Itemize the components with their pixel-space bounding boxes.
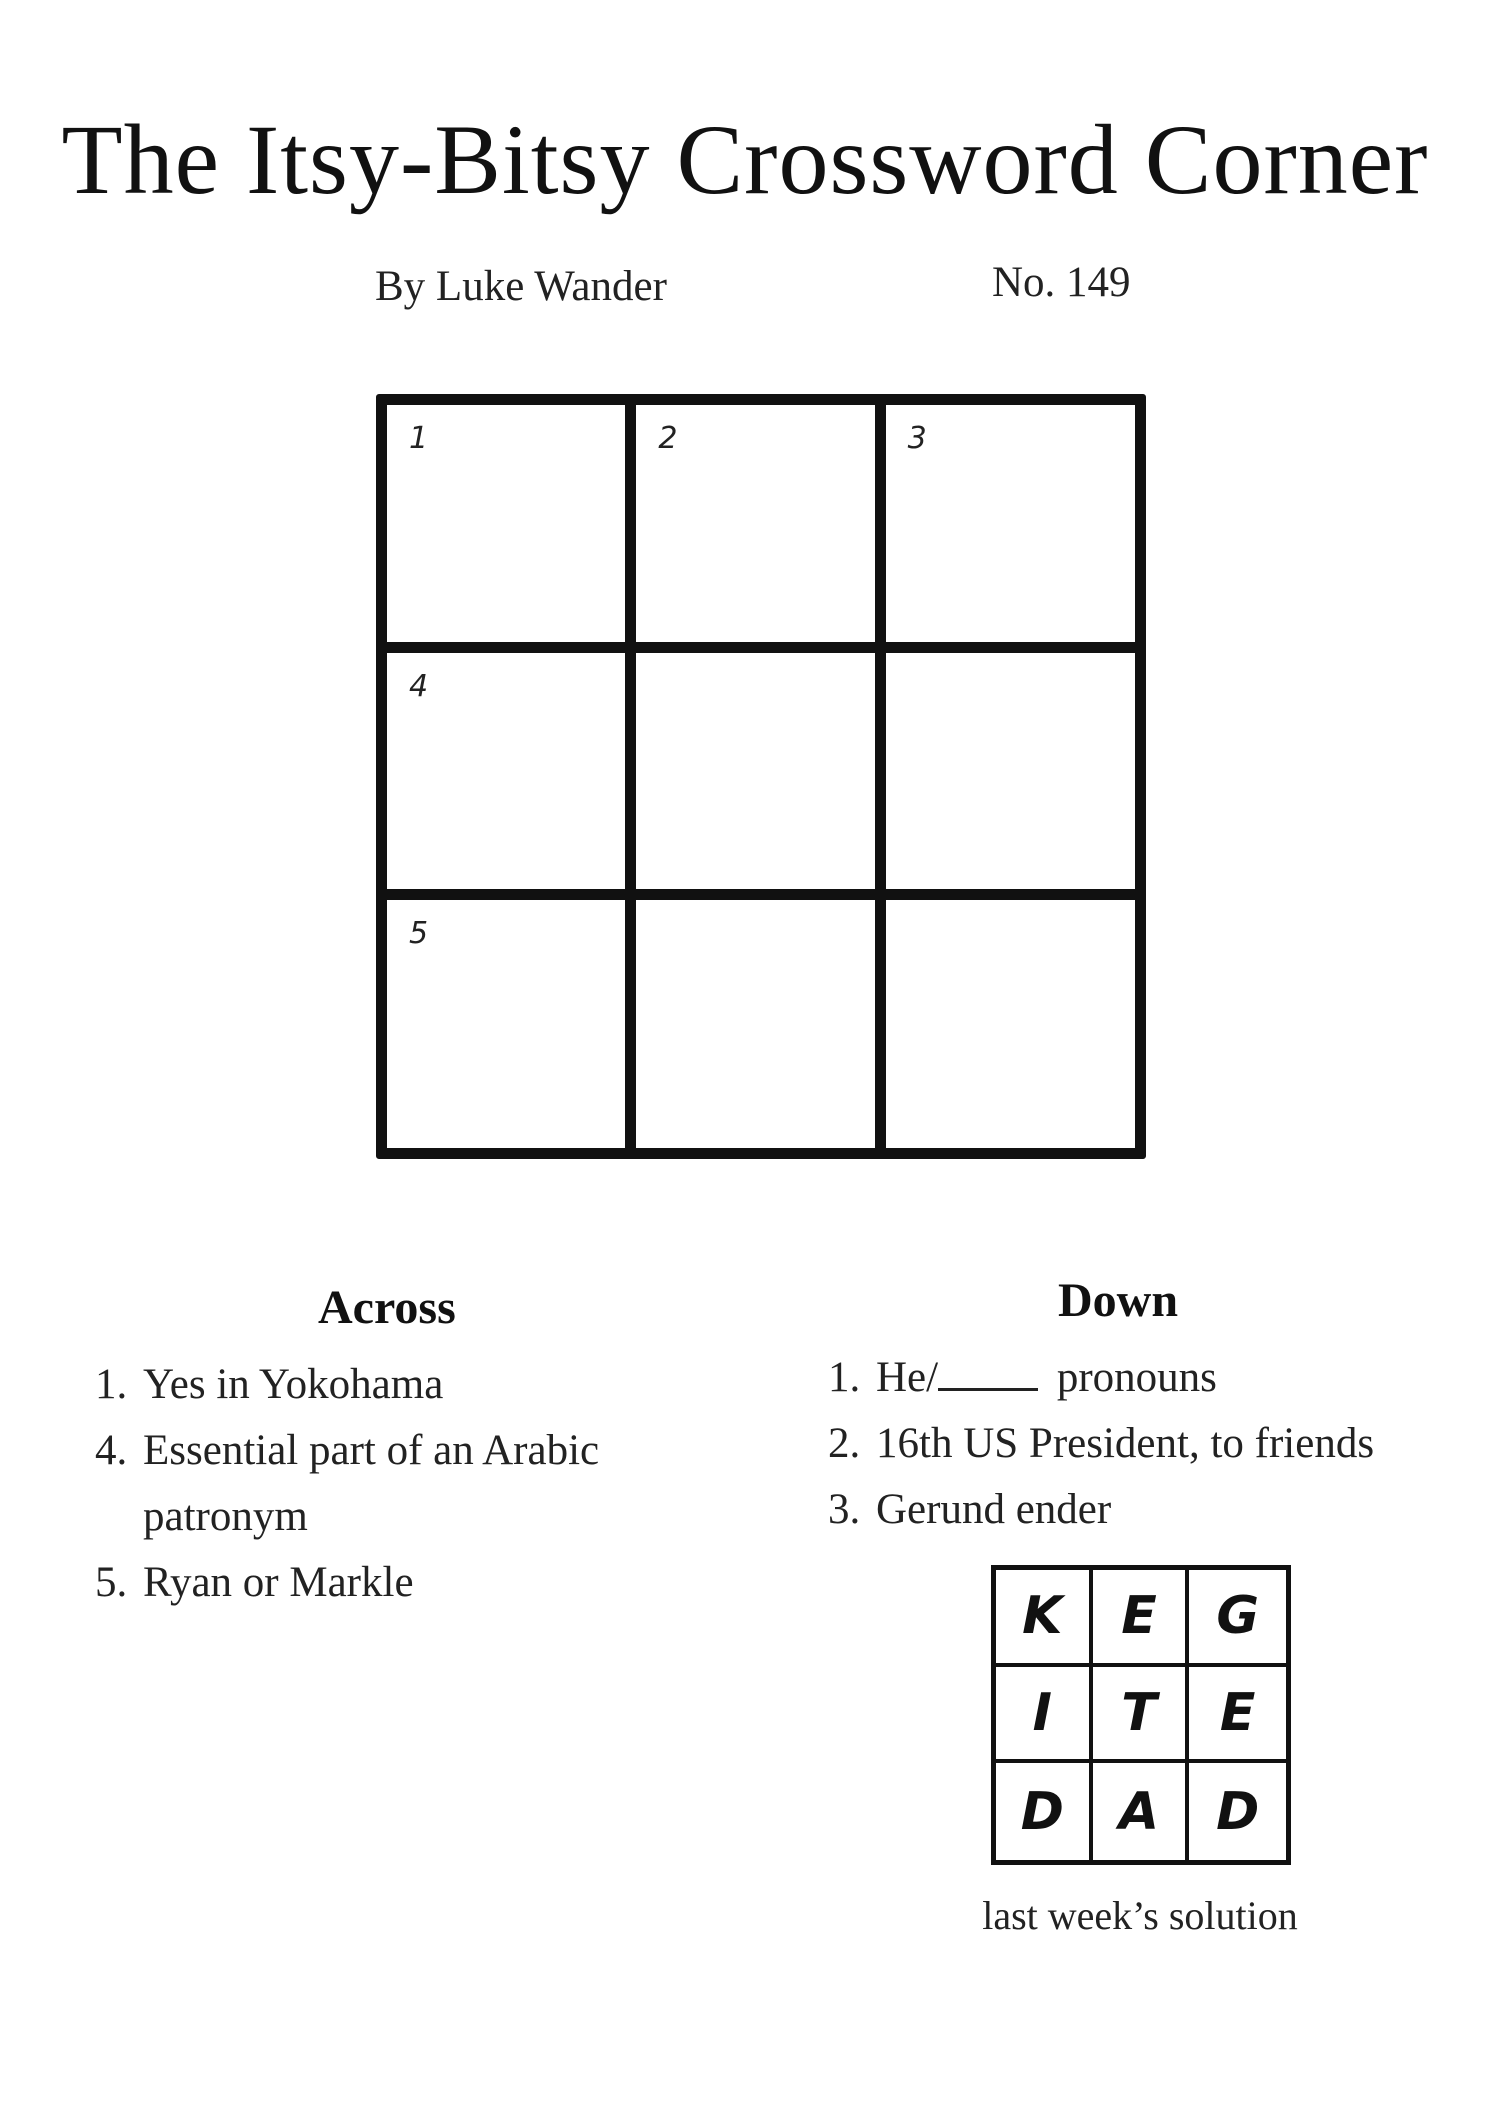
- clue-text-before: He/: [876, 1354, 939, 1401]
- solution-cell: T: [1093, 1667, 1190, 1764]
- clue-text: 16th US President, to friends: [876, 1420, 1375, 1467]
- page-title: The Itsy-Bitsy Crossword Corner: [61, 104, 1429, 215]
- answer-blank: [938, 1354, 1038, 1391]
- solution-grid: [991, 1565, 1291, 1865]
- clue-text-after: pronouns: [1046, 1354, 1217, 1401]
- down-clue: [828, 1345, 1468, 1411]
- author-byline: By Luke Wander: [375, 263, 667, 310]
- clue-index: 5.: [95, 1559, 128, 1606]
- solution-cell: E: [1093, 1570, 1190, 1667]
- grid-cell[interactable]: [636, 900, 885, 1148]
- clue-index: 1.: [828, 1354, 861, 1401]
- clue-number: 4: [409, 668, 429, 704]
- across-heading: Across: [318, 1281, 456, 1334]
- clue-index: 3.: [828, 1486, 861, 1533]
- down-clue: [828, 1411, 1468, 1477]
- solution-cell: G: [1189, 1570, 1286, 1667]
- clue-index: 1.: [95, 1361, 128, 1408]
- clue-text: Gerund ender: [876, 1486, 1112, 1533]
- solution-caption: last week’s solution: [982, 1893, 1298, 1938]
- clue-number: 1: [409, 421, 429, 456]
- clue-index: 2.: [828, 1420, 861, 1467]
- across-clue: [95, 1550, 695, 1616]
- across-clue: [95, 1352, 695, 1418]
- solution-cell: E: [1189, 1667, 1286, 1764]
- across-clue: [95, 1418, 695, 1550]
- down-heading: Down: [1058, 1274, 1179, 1327]
- solution-cell: A: [1093, 1763, 1190, 1860]
- issue-number: No. 149: [992, 259, 1131, 306]
- solution-cell: I: [996, 1667, 1093, 1764]
- solution-cell: K: [996, 1570, 1093, 1667]
- clue-text: Ryan or Markle: [143, 1559, 414, 1606]
- down-clue-list: [828, 1345, 1468, 1543]
- grid-cell[interactable]: [387, 405, 636, 653]
- clue-index: 4.: [95, 1427, 128, 1474]
- across-clue-list: [95, 1352, 695, 1616]
- grid-cell[interactable]: [886, 405, 1135, 653]
- clue-number: 2: [658, 421, 678, 456]
- solution-cell: D: [996, 1763, 1093, 1860]
- solution-cell: D: [1216, 1781, 1260, 1842]
- grid-cell[interactable]: [886, 653, 1135, 901]
- down-clue: [828, 1477, 1468, 1543]
- grid-cell[interactable]: [636, 405, 885, 653]
- clue-text: Essential part of an Arabic patronym: [143, 1427, 600, 1540]
- clue-number: 3: [907, 421, 927, 456]
- grid-cell[interactable]: [387, 900, 636, 1148]
- clue-number: 5: [409, 916, 429, 952]
- grid-cell[interactable]: [886, 900, 1135, 1148]
- clue-text: Yes in Yokohama: [143, 1361, 444, 1408]
- grid-cell[interactable]: [387, 653, 636, 901]
- crossword-grid: [376, 394, 1146, 1159]
- grid-cell[interactable]: [636, 653, 885, 901]
